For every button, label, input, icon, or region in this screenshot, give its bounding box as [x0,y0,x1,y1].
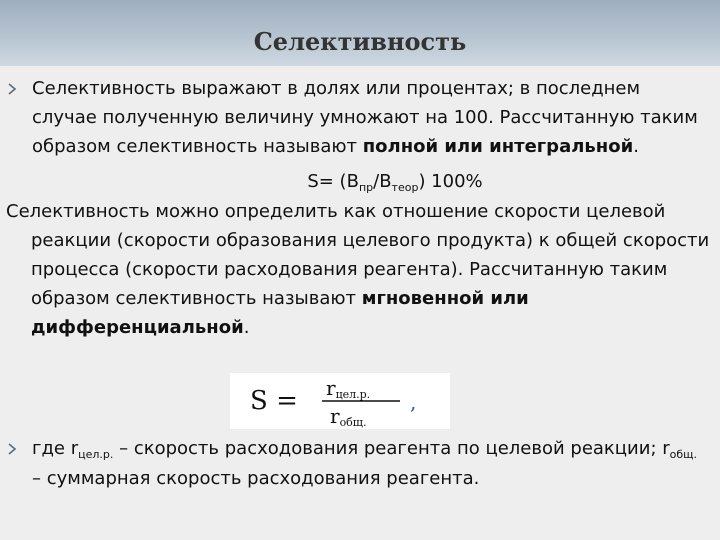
formula-denominator: r [330,404,340,428]
svg-text:rобщ. [330,404,367,429]
paragraph-instant-selectivity [0,197,720,342]
triangle-bullet-icon [8,74,20,103]
formula-integral: $S= (В_{пр}/В_{теор})$ 100% [307,171,483,194]
formula-numerator: r [326,376,336,400]
formula-differential [230,373,450,429]
paragraph-definitions: где $r_{цел.р.}$ – скорость расходования реагента по целевой реакции; $r_{общ.}$ – суммарная скорость расходования реагента. [0,434,720,494]
paragraph-text: Селективность можно определить как отношение скорости целевой реакции (скорости образования целевого продукта) к общей скорости процесса (скорости расходования реагента). Рассчитанную таким образом селективность называют [6,201,710,309]
triangle-bullet-icon [8,434,20,463]
formula-numerator-sub: цел.р. [335,388,371,401]
paragraph-text: Селективность выражают в долях или процентах; в последнем случае полученную величину умножают на 100. Рассчитанную таким образом селективность называют [32,78,698,157]
formula-trail: , [410,390,417,414]
formula-denominator-sub: общ. [339,416,367,429]
svg-text:rцел.р. [326,376,370,401]
formula-lhs: S = [250,386,298,416]
paragraph-end: . [633,136,639,157]
paragraph-end: . [243,317,250,338]
bold-term: полной или интегральной [362,136,634,157]
slide-content [0,74,720,342]
slide-title: Селективность [253,27,467,56]
bold-term: мгновенной или дифференциальной [31,288,529,338]
paragraph-integral-selectivity [0,74,720,161]
